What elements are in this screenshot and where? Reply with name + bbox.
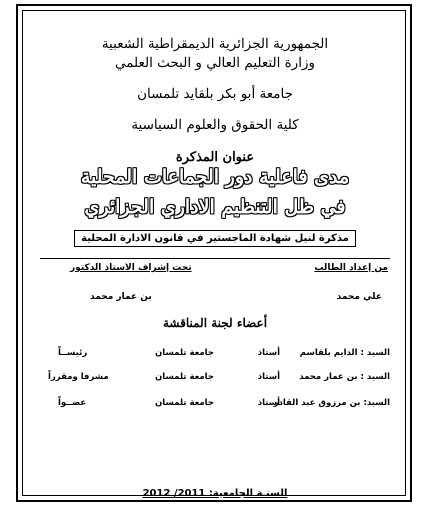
member-name: السيد: بن مرزوق عبد القادر <box>273 398 390 408</box>
degree-box-wrap <box>0 226 430 245</box>
member-institution: جامعة تلمسان <box>155 398 214 408</box>
student-name: علي محمد <box>336 292 382 302</box>
supervisor-label: تحت إشراف الاستاذ الدكتور <box>70 263 192 273</box>
divider <box>40 258 390 259</box>
republic-name: الجمهورية الجزائرية الديمقراطية الشعبية <box>101 36 329 52</box>
member-rank: أستاذ <box>257 348 280 358</box>
university-name: جامعة أبو بكر بلقايد تلمسان <box>137 86 293 102</box>
member-rank: أستاذ <box>257 398 280 408</box>
committee-row <box>40 398 390 412</box>
member-rank: أستاذ <box>257 372 280 382</box>
member-role: عضــواً <box>58 398 87 408</box>
member-role: مشرفا ومقرراً <box>48 372 109 382</box>
inner-border <box>22 10 406 496</box>
thesis-title-line2: في ظل التنظيم الاداري الجزائري <box>84 196 346 218</box>
supervisor-name: بن عمار محمد <box>90 292 152 302</box>
thesis-title-line1: مدى فاعلية دور الجماعات المحلية <box>80 166 350 188</box>
member-institution: جامعة تلمسان <box>155 372 214 382</box>
student-label: من إعداد الطالب <box>314 263 388 273</box>
member-name: السيد : بن عمار محمد <box>299 372 390 382</box>
faculty-name: كلية الحقوق والعلوم السياسية <box>131 117 299 133</box>
academic-year: السنـة الجامعية: 2011/ 2012 <box>142 488 288 499</box>
member-name: السيد : الدايم بلقاسم <box>299 348 390 358</box>
degree-statement: مذكرة لنيل شهادة الماجستير في قانون الادارة المحلية <box>74 230 356 247</box>
member-institution: جامعة تلمسان <box>155 348 214 358</box>
thesis-label: عنوان المذكرة <box>175 150 255 165</box>
committee-title: أعضاء لجنة المناقشة <box>162 316 268 330</box>
committee-row <box>40 348 390 362</box>
committee-row <box>40 372 390 386</box>
ministry-name: وزارة التعليم العالي و البحث العلمي <box>114 55 315 71</box>
member-role: رئيســاً <box>58 348 88 358</box>
